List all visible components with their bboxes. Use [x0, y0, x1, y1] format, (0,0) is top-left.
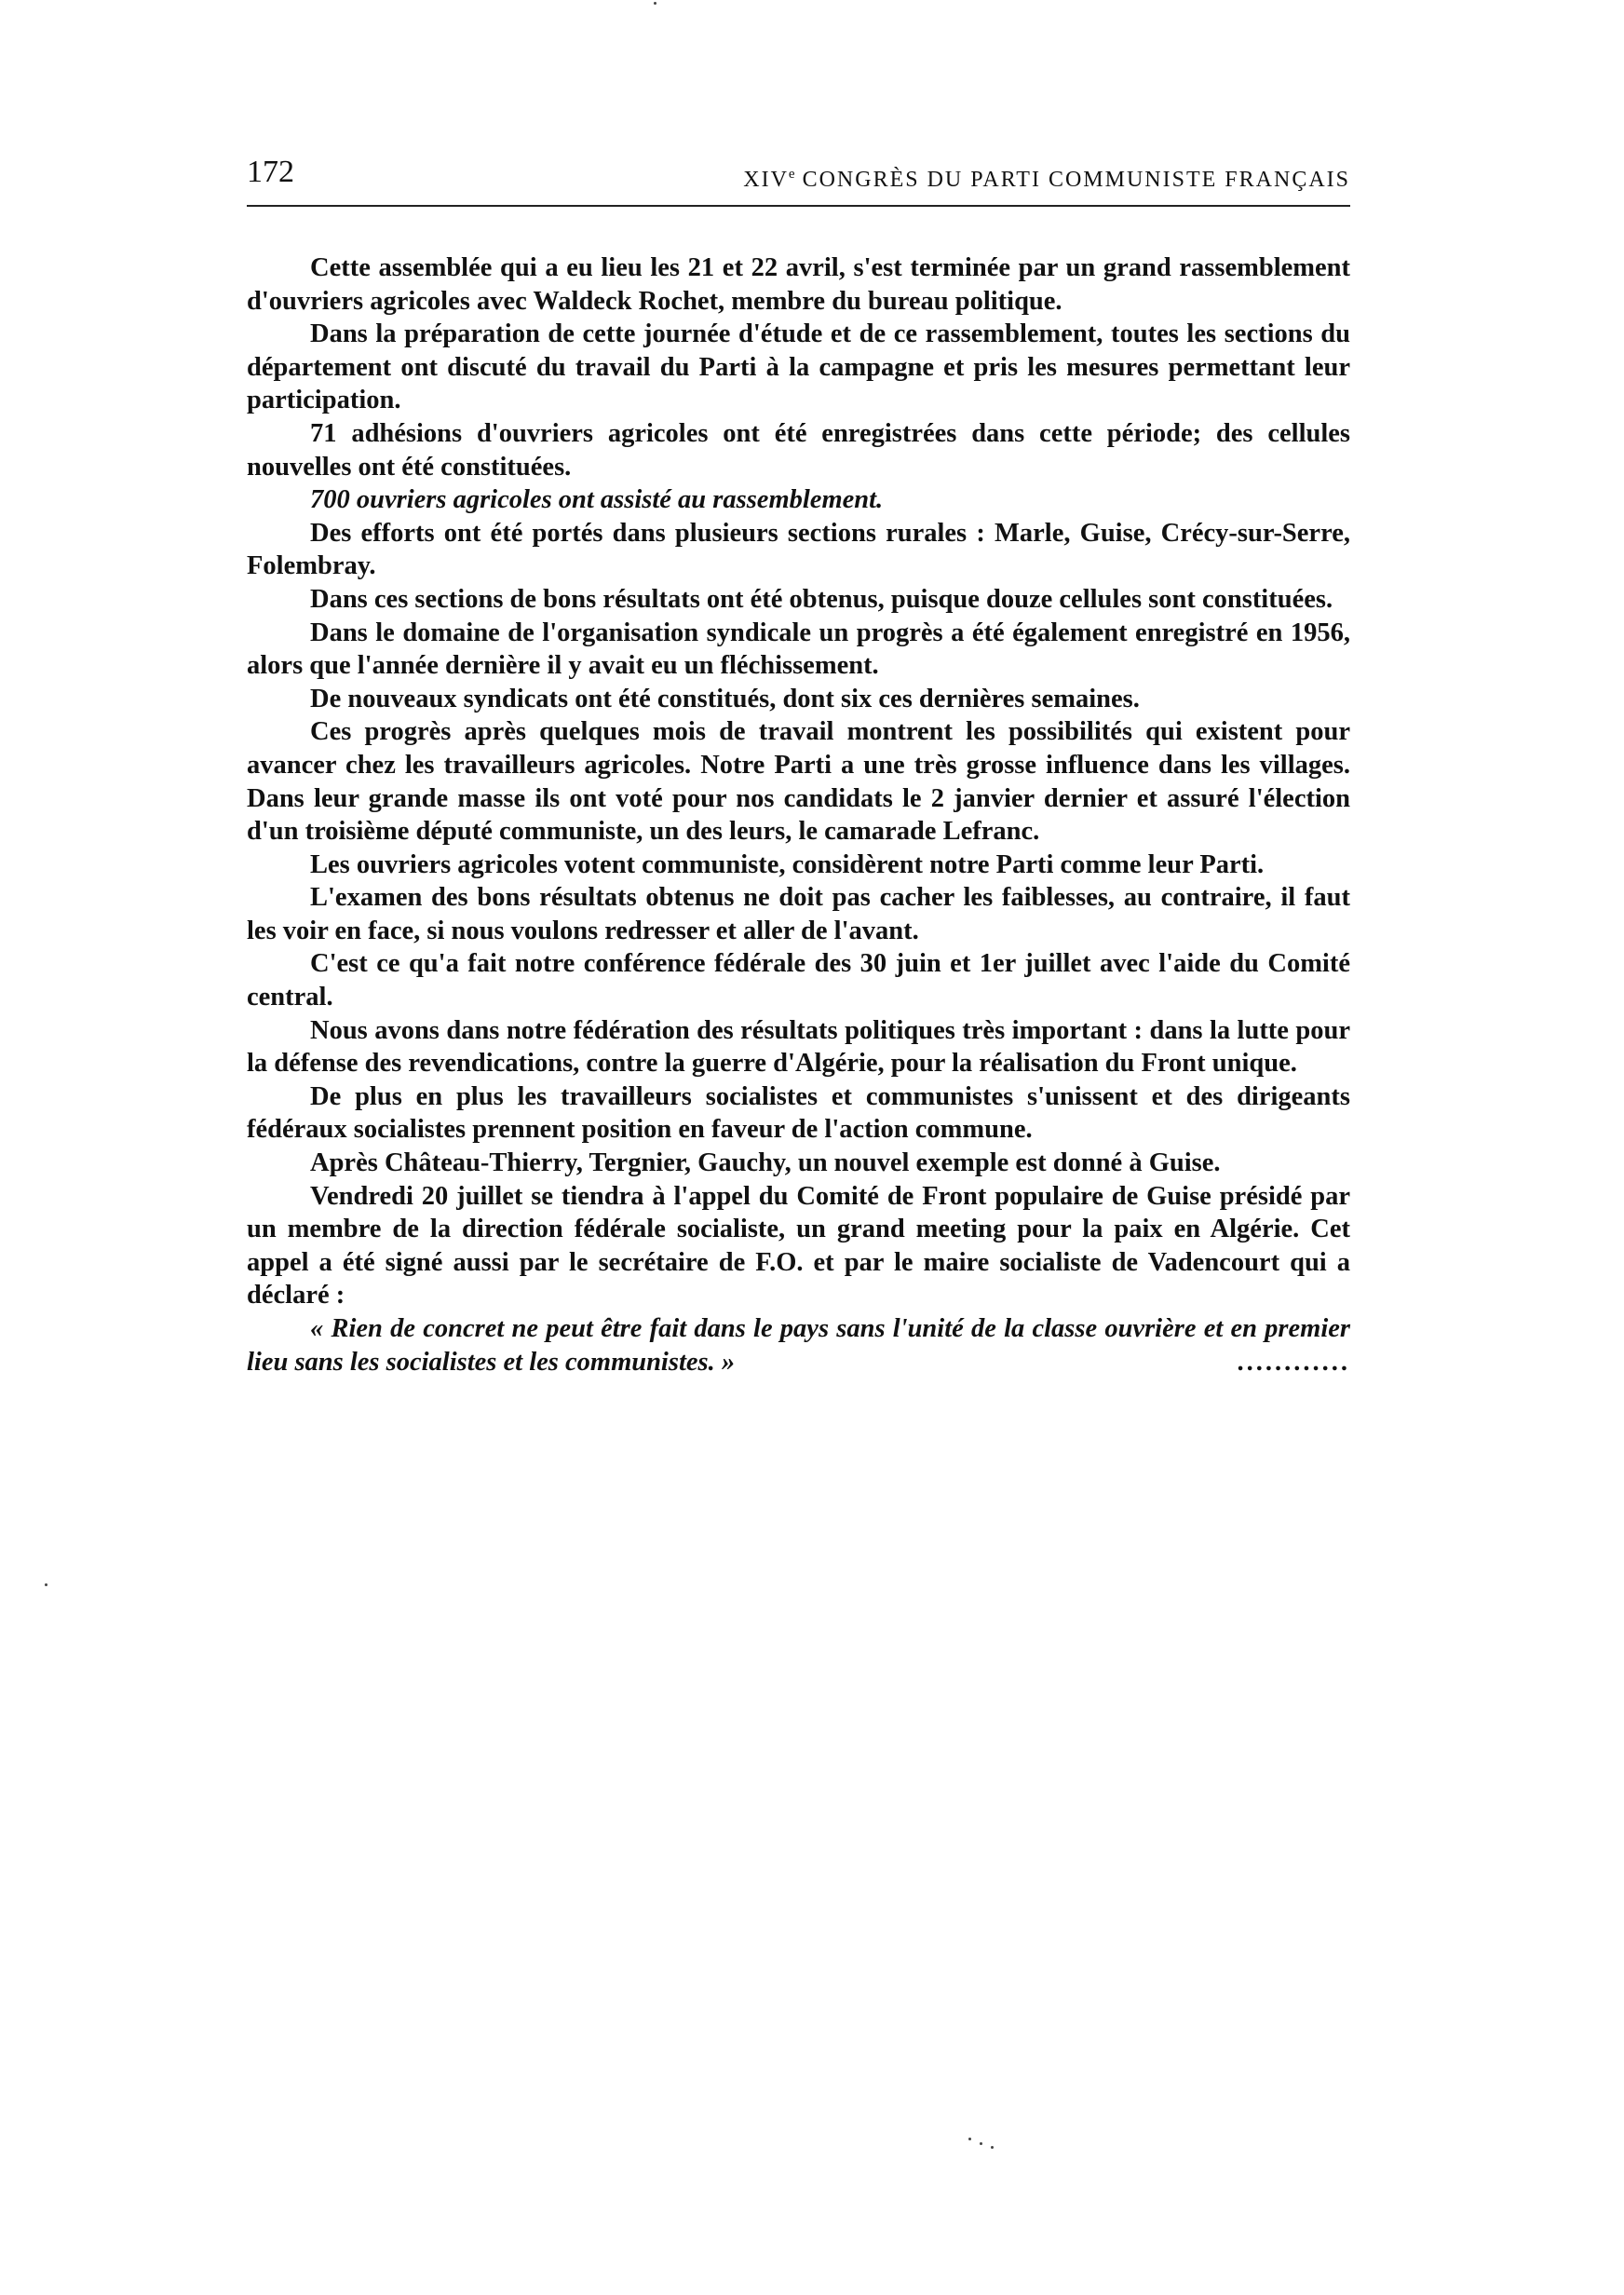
page-header	[247, 152, 1350, 193]
body-text	[247, 251, 1350, 1378]
paragraph: L'examen des bons résultats obtenus ne doit pas cacher les faiblesses, au contraire, il faut les voir en face, si nous voulons redresser et aller de l'avant.	[247, 883, 1350, 945]
scan-speck	[980, 2142, 982, 2145]
paragraph: Cette assemblée qui a eu lieu les 21 et 22 avril, s'est terminée par un grand rassemblement d'ouvriers agricoles avec Waldeck Rochet, membre du bureau politique.	[247, 253, 1350, 316]
scan-speck	[968, 2138, 971, 2140]
running-title-sup: e	[788, 167, 795, 182]
paragraph: Ces progrès après quelques mois de travail montrent les possibilités qui existent pour avancer chez les travailleurs agricoles. Notre Parti a une très grosse influence dans les villages. Dans leur grande masse ils ont voté pour nos candidats le 2 janvier dernier et assuré l'élection d'un troisième député communiste, un des leurs, le camarade Lefranc.	[247, 717, 1350, 847]
paragraph: Vendredi 20 juillet se tiendra à l'appel du Comité de Front populaire de Guise présidé par un membre de la direction fédérale socialiste, un grand meeting pour la paix en Algérie. Cet appel a été signé aussi par le secrétaire de F.O. et par le maire socialiste de Vadencourt qui a déclaré :	[247, 1181, 1350, 1310]
scan-speck	[45, 1583, 47, 1586]
paragraph: C'est ce qu'a fait notre conférence fédérale des 30 juin et 1er juillet avec l'aide du Comité central.	[247, 949, 1350, 1012]
page-number: 172	[247, 155, 294, 189]
quote-paragraph	[247, 1312, 1350, 1378]
scan-speck	[654, 2, 656, 5]
running-title	[743, 156, 1350, 198]
scan-speck	[991, 2146, 994, 2149]
running-title-prefix: XIV	[743, 168, 789, 192]
paragraph: 71 adhésions d'ouvriers agricoles ont été enregistrées dans cette période; des cellules nouvelles ont été constituées.	[247, 418, 1350, 482]
paragraph: Dans la préparation de cette journée d'étude et de ce rassemblement, toutes les sections du département ont discuté du travail du Parti à la campagne et pris les mesures permettant leur participation.	[247, 319, 1350, 415]
paragraph: De plus en plus les travailleurs socialistes et communistes s'unissent et des dirigeants fédéraux socialistes prennent position en faveur de l'action commune.	[247, 1081, 1350, 1145]
paragraph: Dans le domaine de l'organisation syndicale un progrès a été également enregistré en 1956, alors que l'année dernière il y avait eu un fléchissement.	[247, 618, 1350, 681]
paragraph: Des efforts ont été portés dans plusieurs sections rurales : Marle, Guise, Crécy-sur-Serre, Folembray.	[247, 518, 1350, 581]
paragraph: Nous avons dans notre fédération des résultats politiques très important : dans la lutte pour la défense des revendications, contre la guerre d'Algérie, pour la réalisation du Front unique.	[247, 1015, 1350, 1079]
header-rule	[247, 205, 1350, 207]
quote-text: « Rien de concret ne peut être fait dans le pays sans l'unité de la classe ouvrière et en premier lieu sans les socialistes et les communistes. »	[247, 1314, 1350, 1377]
paragraph-italic: 700 ouvriers agricoles ont assisté au rassemblement.	[310, 485, 884, 515]
paragraph: Les ouvriers agricoles votent communiste, considèrent notre Parti comme leur Parti.	[310, 849, 1265, 879]
paragraph: De nouveaux syndicats ont été constitués, dont six ces dernières semaines.	[310, 684, 1140, 713]
paragraph: Après Château-Thierry, Tergnier, Gauchy, un nouvel exemple est donné à Guise.	[310, 1148, 1221, 1178]
running-title-rest: CONGRÈS DU PARTI COMMUNISTE FRANÇAIS	[794, 168, 1350, 192]
paragraph: Dans ces sections de bons résultats ont été obtenus, puisque douze cellules sont constituées.	[310, 584, 1333, 614]
dot-leader: ............	[1237, 1347, 1350, 1377]
